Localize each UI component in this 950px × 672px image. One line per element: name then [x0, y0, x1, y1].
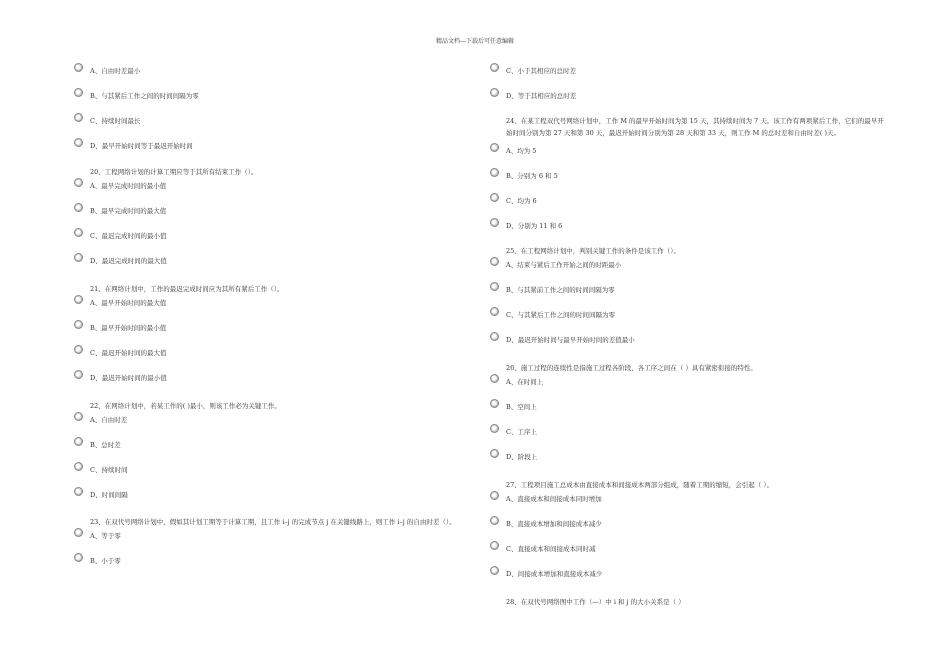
- option-a[interactable]: A、均为 5: [488, 143, 888, 168]
- option-a[interactable]: A、结束与紧后工作开始之间的时距最小: [488, 257, 888, 282]
- question-text: 25、在工程网络计划中，判别关键工作的条件是该工作（）。: [506, 247, 681, 255]
- option-b[interactable]: B、与其紧前工作之间的时间间隔为零: [488, 282, 888, 307]
- radio-button[interactable]: [490, 88, 499, 97]
- option-c[interactable]: C、小于其相应的总时差: [488, 63, 888, 88]
- option-d[interactable]: D、时间间隔: [72, 487, 472, 512]
- radio-button[interactable]: [490, 218, 499, 227]
- question-text: 21、在网络计划中，工作的最迟完成时间应为其所有紧后工作（）。: [90, 285, 284, 293]
- question-block: [72, 63, 472, 163]
- radio-button[interactable]: [74, 412, 83, 421]
- option-d[interactable]: D、最迟完成时间的最大值: [72, 253, 472, 278]
- option-b[interactable]: B、空间上: [488, 399, 888, 424]
- question-block: [72, 516, 472, 578]
- option-c[interactable]: C、工序上: [488, 424, 888, 449]
- radio-button[interactable]: [490, 541, 499, 550]
- radio-button[interactable]: [74, 462, 83, 471]
- option-c[interactable]: C、最迟完成时间的最小值: [72, 228, 472, 253]
- option-c[interactable]: C、持续时间: [72, 462, 472, 487]
- radio-button[interactable]: [74, 113, 83, 122]
- radio-button[interactable]: [74, 320, 83, 329]
- radio-button[interactable]: [490, 566, 499, 575]
- radio-button[interactable]: [490, 282, 499, 291]
- radio-button[interactable]: [490, 399, 499, 408]
- option-c[interactable]: C、持续时间最长: [72, 113, 472, 138]
- radio-button[interactable]: [74, 203, 83, 212]
- option-a[interactable]: A、最早开始时间的最大值: [72, 295, 472, 320]
- option-a[interactable]: A、自由时差最小: [72, 63, 472, 88]
- radio-button[interactable]: [490, 257, 499, 266]
- radio-button[interactable]: [490, 516, 499, 525]
- radio-button[interactable]: [74, 553, 83, 562]
- radio-button[interactable]: [490, 374, 499, 383]
- radio-button[interactable]: [490, 332, 499, 341]
- option-d[interactable]: D、最迟开始时间与最早开始时间的差值最小: [488, 332, 888, 357]
- question-text: 27、工程项目施工总成本由直接成本和间接成本两部分组成，随着工期的缩短，会引起（ ）。: [506, 481, 774, 489]
- question-block: [72, 400, 472, 512]
- option-d[interactable]: D、间接成本增加和直接成本减少: [488, 566, 888, 591]
- question-text: 22、在网络计划中，若某工作的( )最小，则该工作必为关键工作。: [90, 402, 281, 410]
- option-d[interactable]: D、最早开始时间等于最迟开始时间: [72, 138, 472, 163]
- question-block: [488, 115, 888, 243]
- option-a[interactable]: A、自由时差: [72, 412, 472, 437]
- option-b[interactable]: B、直接成本增加和间接成本减少: [488, 516, 888, 541]
- radio-button[interactable]: [490, 193, 499, 202]
- question-text: 26、施工过程的连续性是指施工过程各阶段、各工序之间在（ ）具有紧密衔接的特性。: [506, 364, 757, 372]
- radio-button[interactable]: [490, 143, 499, 152]
- option-a[interactable]: A、最早完成时间的最小值: [72, 178, 472, 203]
- question-text: 28、在双代号网络图中工作（—）中 i 和 j 的大小关系是（ ）: [506, 598, 685, 606]
- option-d[interactable]: D、分别为 11 和 6: [488, 218, 888, 243]
- radio-button[interactable]: [490, 449, 499, 458]
- option-c[interactable]: C、均为 6: [488, 193, 888, 218]
- option-a[interactable]: A、直接成本和间接成本同时增加: [488, 491, 888, 516]
- radio-button[interactable]: [74, 63, 83, 72]
- page-header: 精品文档---下载后可任意编辑: [435, 38, 515, 45]
- radio-button[interactable]: [74, 437, 83, 446]
- radio-button[interactable]: [74, 345, 83, 354]
- option-b[interactable]: B、最早开始时间的最小值: [72, 320, 472, 345]
- radio-button[interactable]: [74, 487, 83, 496]
- radio-button[interactable]: [490, 168, 499, 177]
- option-d[interactable]: D、等于其相应的总时差: [488, 88, 888, 113]
- option-c[interactable]: C、最迟开始时间的最大值: [72, 345, 472, 370]
- option-c[interactable]: C、与其紧后工作之间的时间间隔为零: [488, 307, 888, 332]
- radio-button[interactable]: [74, 178, 83, 187]
- question-text: 24、在某工程双代号网络计划中，工作 M 的最早开始时间为第 15 天，其持续时间为 7 天。该工作有两项紧后工作，它们的最早开始时间分别为第 27 天和第 30 天，最迟开始时间分别为第 28 天和第 33 天，则工作 M 的总时差和自由时差( )天。: [506, 117, 884, 137]
- option-c[interactable]: C、直接成本和间接成本同时减: [488, 541, 888, 566]
- question-block: [488, 63, 888, 113]
- option-a[interactable]: A、在时间上: [488, 374, 888, 399]
- question-block: [488, 479, 888, 591]
- option-b[interactable]: B、分别为 6 和 5: [488, 168, 888, 193]
- option-a[interactable]: A、等于零: [72, 528, 472, 553]
- radio-button[interactable]: [74, 228, 83, 237]
- radio-button[interactable]: [490, 491, 499, 500]
- question-text: 23、在双代号网络计划中，假如其计划工期等于计算工期，且工作 i–j 的完成节点 j 在关键线路上，则工作 i–j 的自由时差（）。: [90, 518, 456, 526]
- radio-button[interactable]: [74, 370, 83, 379]
- radio-button[interactable]: [74, 88, 83, 97]
- radio-button[interactable]: [490, 63, 499, 72]
- radio-button[interactable]: [74, 138, 83, 147]
- option-b[interactable]: B、小于零: [72, 553, 472, 578]
- question-block: [488, 362, 888, 474]
- question-text: 20、工程网络计划的计算工期应等于其所有结束工作（）。: [90, 168, 258, 176]
- option-b[interactable]: B、与其紧后工作之间的时间间隔为零: [72, 88, 472, 113]
- radio-button[interactable]: [74, 295, 83, 304]
- question-block: [488, 245, 888, 357]
- option-d[interactable]: D、最迟开始时间的最小值: [72, 370, 472, 395]
- option-b[interactable]: B、最早完成时间的最大值: [72, 203, 472, 228]
- question-block: [488, 596, 888, 608]
- question-block: [72, 166, 472, 278]
- radio-button[interactable]: [490, 424, 499, 433]
- radio-button[interactable]: [74, 528, 83, 537]
- option-b[interactable]: B、总时差: [72, 437, 472, 462]
- option-d[interactable]: D、阶段上: [488, 449, 888, 474]
- radio-button[interactable]: [490, 307, 499, 316]
- radio-button[interactable]: [74, 253, 83, 262]
- question-block: [72, 283, 472, 395]
